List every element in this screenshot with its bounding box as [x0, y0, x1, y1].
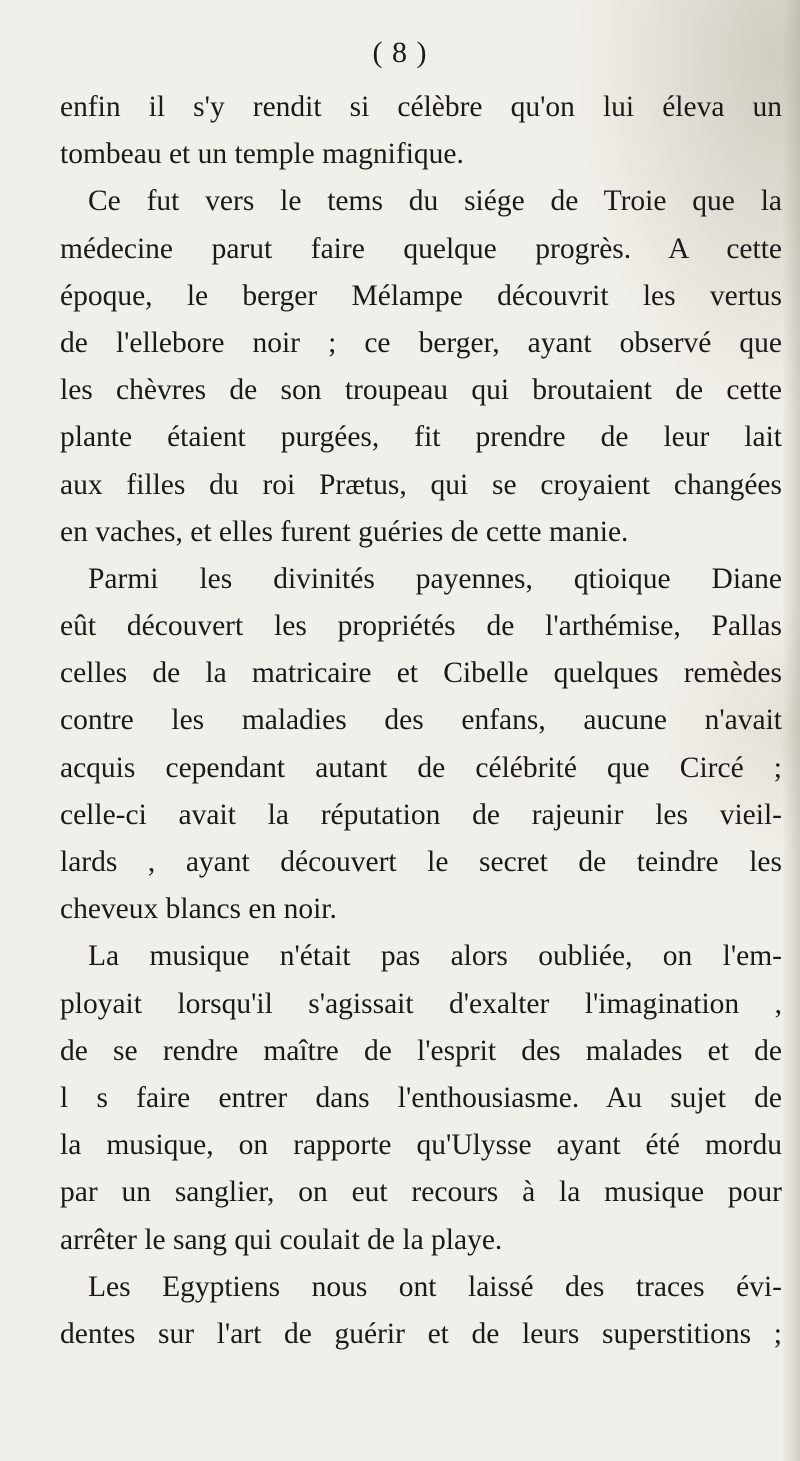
text-line: ployait lorsqu'il s'agissait d'exalter l'imagination ,	[60, 987, 782, 1020]
text-line: La musique n'était pas alors oubliée, on l'em-	[88, 940, 782, 973]
text-line: acquis cependant autant de célébrité que Circé ;	[60, 751, 782, 784]
text-line: époque, le berger Mélampe découvrit les vertus	[60, 279, 782, 312]
text-line: de l'ellebore noir ; ce berger, ayant observé que	[60, 326, 782, 359]
text-line: plante étaient purgées, fit prendre de leur lait	[60, 421, 782, 454]
text-line: arrêter le sang qui coulait de la playe.	[60, 1223, 503, 1256]
page-edge-shadow	[782, 0, 800, 1461]
text-line: tombeau et un temple magnifique.	[60, 138, 464, 171]
text-line: contre les maladies des enfans, aucune n'avait	[60, 704, 782, 737]
text-line: Parmi les divinités payennes, qtioique Diane	[88, 562, 782, 595]
page-number: ( 8 )	[372, 36, 428, 69]
text-line: médecine parut faire quelque progrès. A cette	[60, 232, 782, 265]
text-line: eût découvert les propriétés de l'arthémise, Pallas	[60, 610, 782, 643]
text-line: celle-ci avait la réputation de rajeunir les vieil-	[60, 798, 782, 831]
text-line: dentes sur l'art de guérir et de leurs superstitions ;	[60, 1317, 782, 1350]
text-line: les chèvres de son troupeau qui broutaient de cette	[60, 374, 782, 407]
body-text	[60, 84, 782, 1358]
text-line: cheveux blancs en noir.	[60, 893, 337, 926]
text-line: enfin il s'y rendit si célèbre qu'on lui éleva un	[60, 91, 782, 123]
text-line: celles de la matricaire et Cibelle quelques remèdes	[60, 657, 782, 690]
text-line: lards , ayant découvert le secret de teindre les	[60, 846, 782, 878]
text-line: l s faire entrer dans l'enthousiasme. Au sujet de	[60, 1081, 782, 1114]
text-line: par un sanglier, on eut recours à la musique pour	[60, 1176, 782, 1209]
text-line: la musique, on rapporte qu'Ulysse ayant été mordu	[60, 1129, 782, 1162]
text-line: aux filles du roi Prætus, qui se croyaient changées	[60, 468, 782, 501]
text-line: Ce fut vers le tems du siége de Troie que la	[88, 185, 782, 218]
text-line: Les Egyptiens nous ont laissé des traces évi-	[88, 1270, 782, 1303]
text-line: en vaches, et elles furent guéries de cette manie.	[60, 515, 629, 548]
text-line: de se rendre maître de l'esprit des malades et de	[60, 1034, 782, 1067]
